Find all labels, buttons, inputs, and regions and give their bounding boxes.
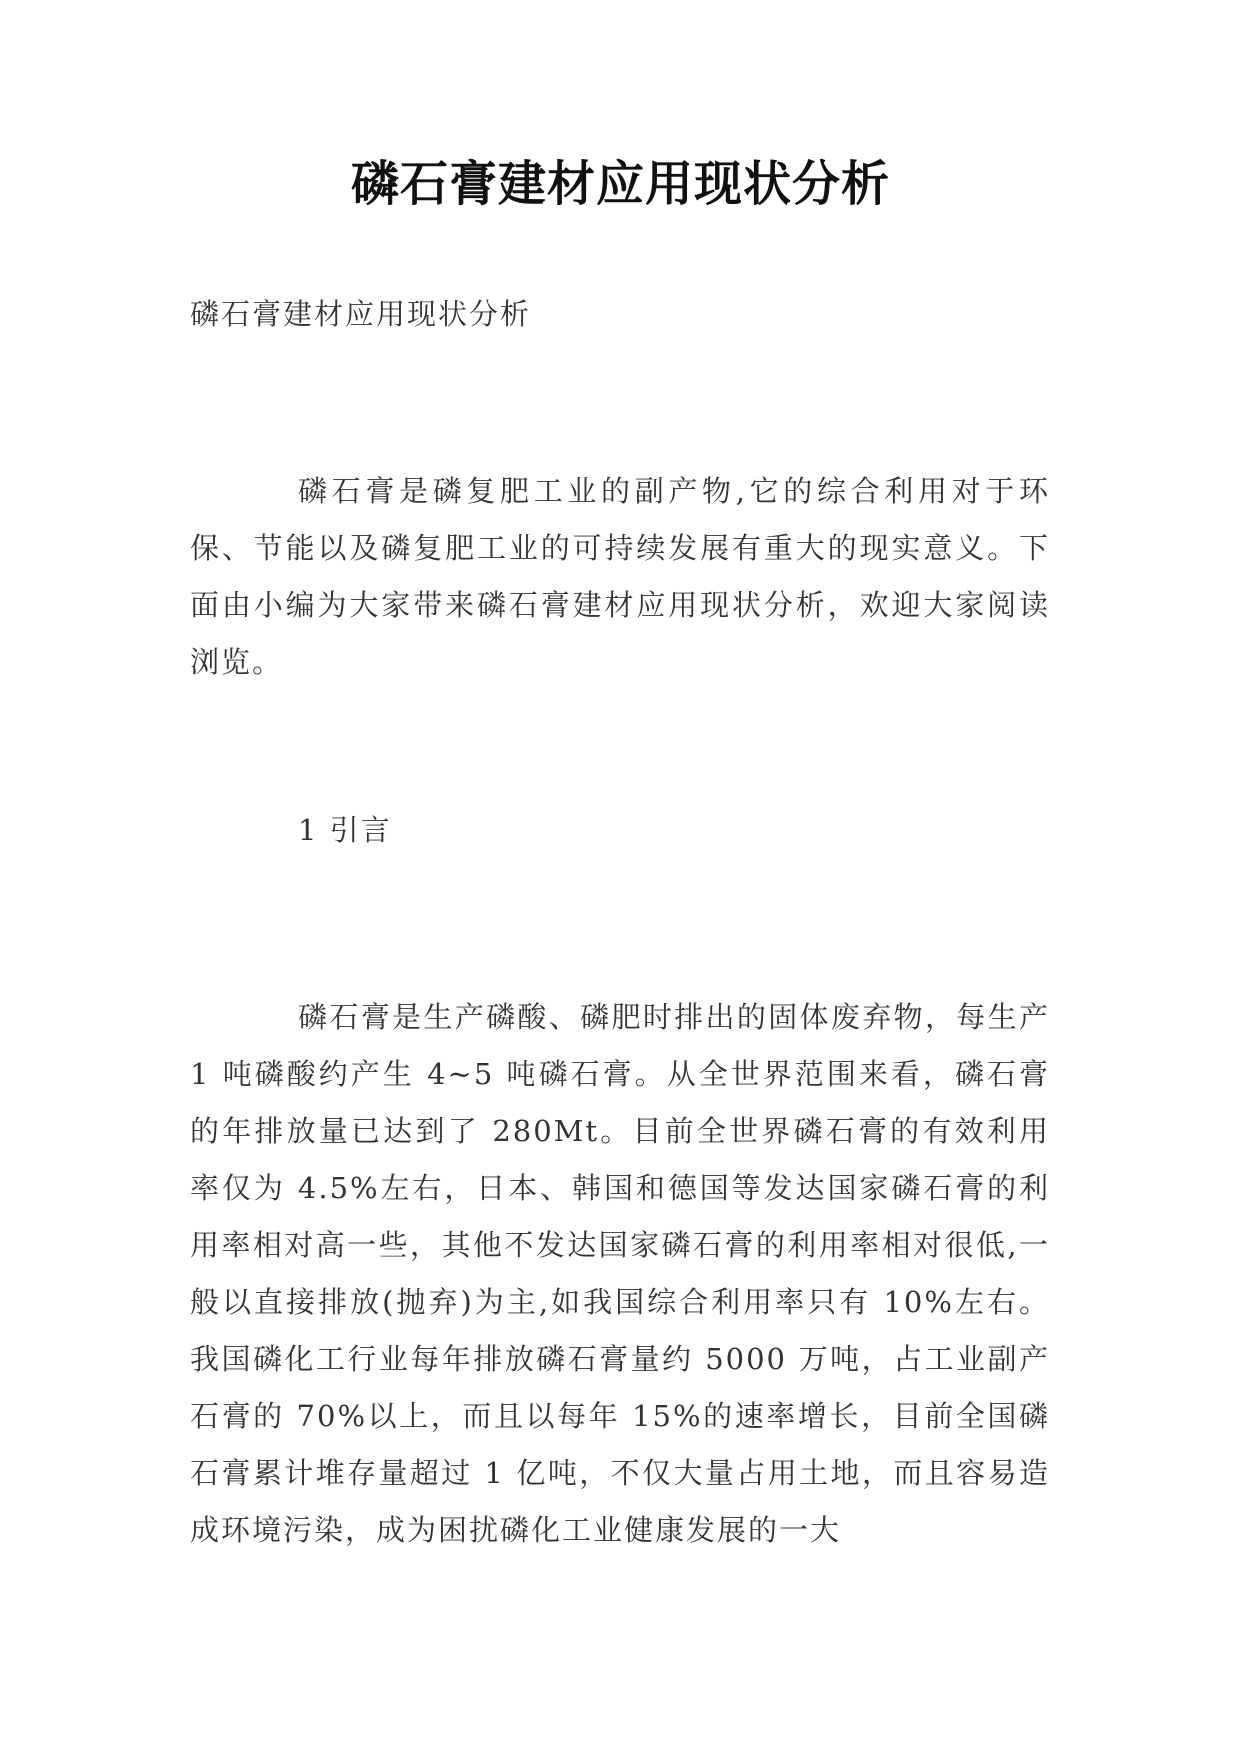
page-title: 磷石膏建材应用现状分析 (350, 156, 890, 212)
body-paragraph: 磷石膏是生产磷酸、磷肥时排出的固体废弃物，每生产 1 吨磷酸约产生 4~5 吨磷石膏。从全世界范围来看，磷石膏的年排放量已达到了 280Mt。目前全世界磷石膏的有效利用率仅为 4.5%左右，日本、韩国和德国等发达国家磷石膏的利用率相对高一些，其他不发达国家磷石膏的利用率相对很低,一般以直接排放(抛弃)为主,如我国综合利用率只有 10%左右。我国磷化工行业每年排放磷石膏量约 5000 万吨，占工业副产石膏的 70%以上，而且以每年 15%的速率增长，目前全国磷石膏累计堆存量超过 1 亿吨，不仅大量占用土地，而且容易造成环境污染，成为困扰磷化工业健康发展的一大 (190, 1000, 1050, 1547)
section-heading: 1 引言 (298, 813, 392, 847)
document-subtitle: 磷石膏建材应用现状分析 (190, 297, 532, 331)
intro-paragraph: 磷石膏是磷复肥工业的副产物,它的综合利用对于环保、节能以及磷复肥工业的可持续发展有重大的现实意义。下面由小编为大家带来磷石膏建材应用现状分析，欢迎大家阅读浏览。 (190, 474, 1050, 679)
